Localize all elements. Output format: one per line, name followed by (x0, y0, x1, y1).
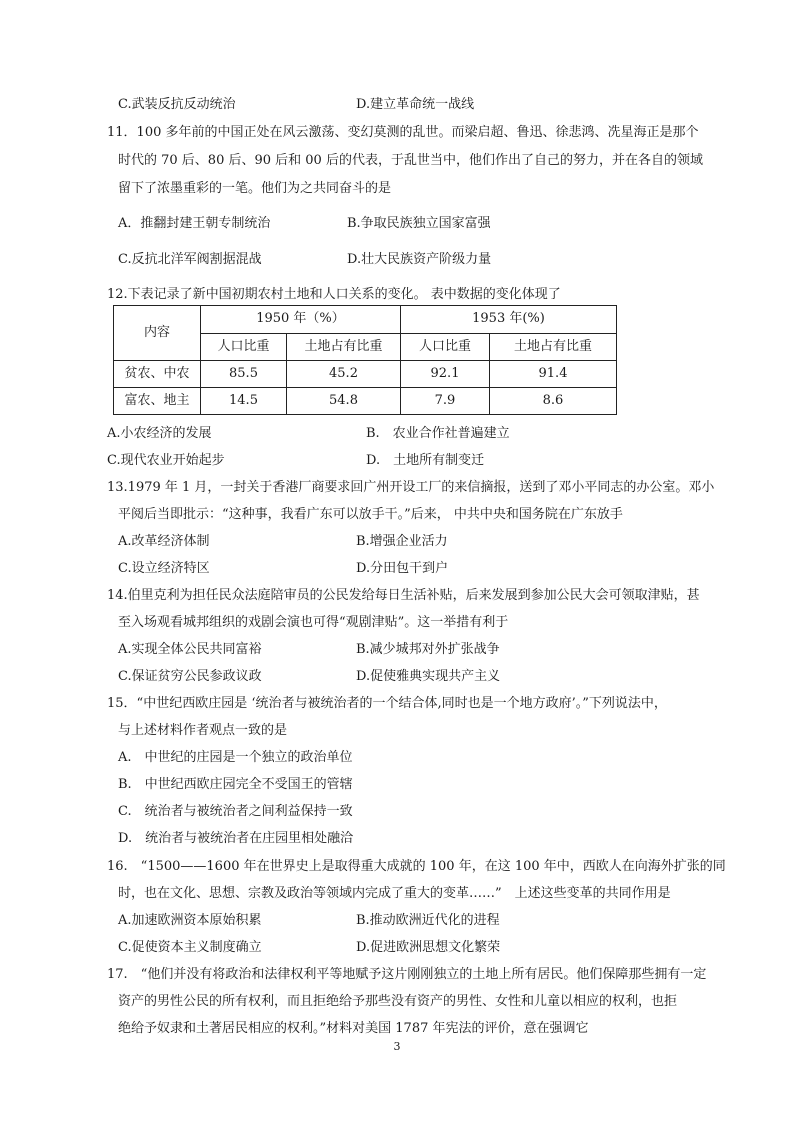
page-number: 3 (393, 1040, 401, 1053)
option-d: D.促使雅典实现共产主义 (356, 669, 501, 684)
option-a: A.加速欧洲资本原始积累 (118, 913, 262, 928)
question-17-line-3: 绝给予奴隶和土著居民相应的权利。”材料对美国 1787 年宪法的评价，意在强调它 (118, 1021, 589, 1036)
table-cell: 8.6 (490, 388, 617, 415)
table-cell: 7.9 (401, 388, 490, 415)
table-corner-header: 内容 (114, 306, 201, 361)
question-11-line-2: 时代的 70 后、80 后、90 后和 00 后的代表，于乱世当中，他们作出了自己的努力，并在各自的领域 (118, 153, 703, 168)
question-16-line-2: 时，也在文化、思想、宗教及政治等领域内完成了重大的变革……” 上述这些变革的共同作用是 (118, 886, 671, 901)
option-b: B.推动欧洲近代化的进程 (356, 913, 500, 928)
table-subheader: 土地占有比重 (287, 333, 401, 361)
option-c: C.武装反抗反动统治 (118, 97, 236, 112)
table-row-label: 贫农、中农 (114, 361, 201, 388)
table-year-header-1950: 1950 年（%） (201, 306, 401, 334)
option-d: D. 土地所有制变迁 (366, 453, 485, 468)
option-a: A.小农经济的发展 (107, 426, 212, 441)
table-subheader: 人口比重 (401, 333, 490, 361)
table-row (114, 361, 617, 388)
question-12-stem: 12.下表记录了新中国初期农村土地和人口关系的变化。 表中数据的变化体现了 (107, 287, 561, 302)
table-cell: 45.2 (287, 361, 401, 388)
table-subheader: 土地占有比重 (490, 333, 617, 361)
option-c: C. 统治者与被统治者之间利益保持一致 (118, 804, 353, 819)
question-15-line-2: 与上述材料作者观点一致的是 (118, 723, 288, 738)
table-cell: 54.8 (287, 388, 401, 415)
table-cell: 91.4 (490, 361, 617, 388)
option-a: A.改革经济体制 (118, 534, 210, 549)
option-b: B.减少城邦对外扩张战争 (356, 642, 500, 657)
option-a: A.实现全体公民共同富裕 (118, 642, 262, 657)
question-16-line-1: 16. “1500——1600 年在世界史上是取得重大成就的 100 年，在这 100 年中，西欧人在向海外扩张的同 (107, 859, 726, 874)
option-a: A．推翻封建王朝专制统治 (118, 216, 271, 231)
table-cell: 14.5 (201, 388, 287, 415)
option-b: B. 农业合作社普遍建立 (366, 426, 510, 441)
option-d: D.分田包干到户 (356, 561, 449, 576)
question-17-line-2: 资产的男性公民的所有权利，而且拒绝给予那些没有资产的男性、女性和儿童以相应的权利，也拒 (118, 994, 678, 1009)
question-14-line-1: 14.伯里克利为担任民众法庭陪审员的公民发给每日生活补贴，后来发展到参加公民大会可领取津贴，甚 (107, 588, 700, 603)
option-c: C.促使资本主义制度确立 (118, 940, 262, 955)
question-11-line-3: 留下了浓墨重彩的一笔。他们为之共同奋斗的是 (118, 181, 392, 196)
option-d: D.壮大民族资产阶级力量 (347, 252, 492, 267)
table-row-label: 富农、地主 (114, 388, 201, 415)
table-subheader: 人口比重 (201, 333, 287, 361)
option-b: B. 中世纪西欧庄园完全不受国王的管辖 (118, 777, 353, 792)
table-cell: 92.1 (401, 361, 490, 388)
table-year-header-1953: 1953 年(%) (401, 306, 617, 334)
option-c: C.反抗北洋军阀割据混战 (118, 252, 262, 267)
table-row (114, 388, 617, 415)
question-14-line-2: 至入场观看城邦组织的戏剧会演也可得“观剧津贴”。这一举措有利于 (118, 615, 509, 630)
option-c: C.现代农业开始起步 (107, 453, 225, 468)
question-15-line-1: 15．“中世纪西欧庄园是 ‘统治者与被统治者的一个结合体,同时也是一个地方政府’。”下列说法中， (107, 696, 667, 711)
question-17-line-1: 17. “他们并没有将政治和法律权利平等地赋予这片刚刚独立的土地上所有居民。他们保障那些拥有一定 (107, 967, 707, 982)
table-cell: 85.5 (201, 361, 287, 388)
question-13-line-2: 平阅后当即批示：“这种事，我看广东可以放手干。”后来， 中共中央和国务院在广东放手 (118, 507, 623, 522)
land-population-table (113, 305, 617, 415)
option-c: C.保证贫穷公民参政议政 (118, 669, 262, 684)
option-d: D. 统治者与被统治者在庄园里相处融洽 (118, 831, 354, 846)
option-d: D.促进欧洲思想文化繁荣 (356, 940, 501, 955)
option-a: A. 中世纪的庄园是一个独立的政治单位 (118, 750, 353, 765)
option-b: B.争取民族独立国家富强 (347, 216, 491, 231)
option-b: B.增强企业活力 (356, 534, 448, 549)
question-11-line-1: 11．100 多年前的中国正处在风云激荡、变幻莫测的乱世。而梁启超、鲁迅、徐悲鸿、冼星海正是那个 (107, 125, 699, 140)
option-d: D.建立革命统一战线 (356, 97, 475, 112)
question-13-line-1: 13.1979 年 1 月，一封关于香港厂商要求回广州开设工厂的来信摘报，送到了邓小平同志的办公室。邓小 (107, 480, 715, 495)
option-c: C.设立经济特区 (118, 561, 210, 576)
